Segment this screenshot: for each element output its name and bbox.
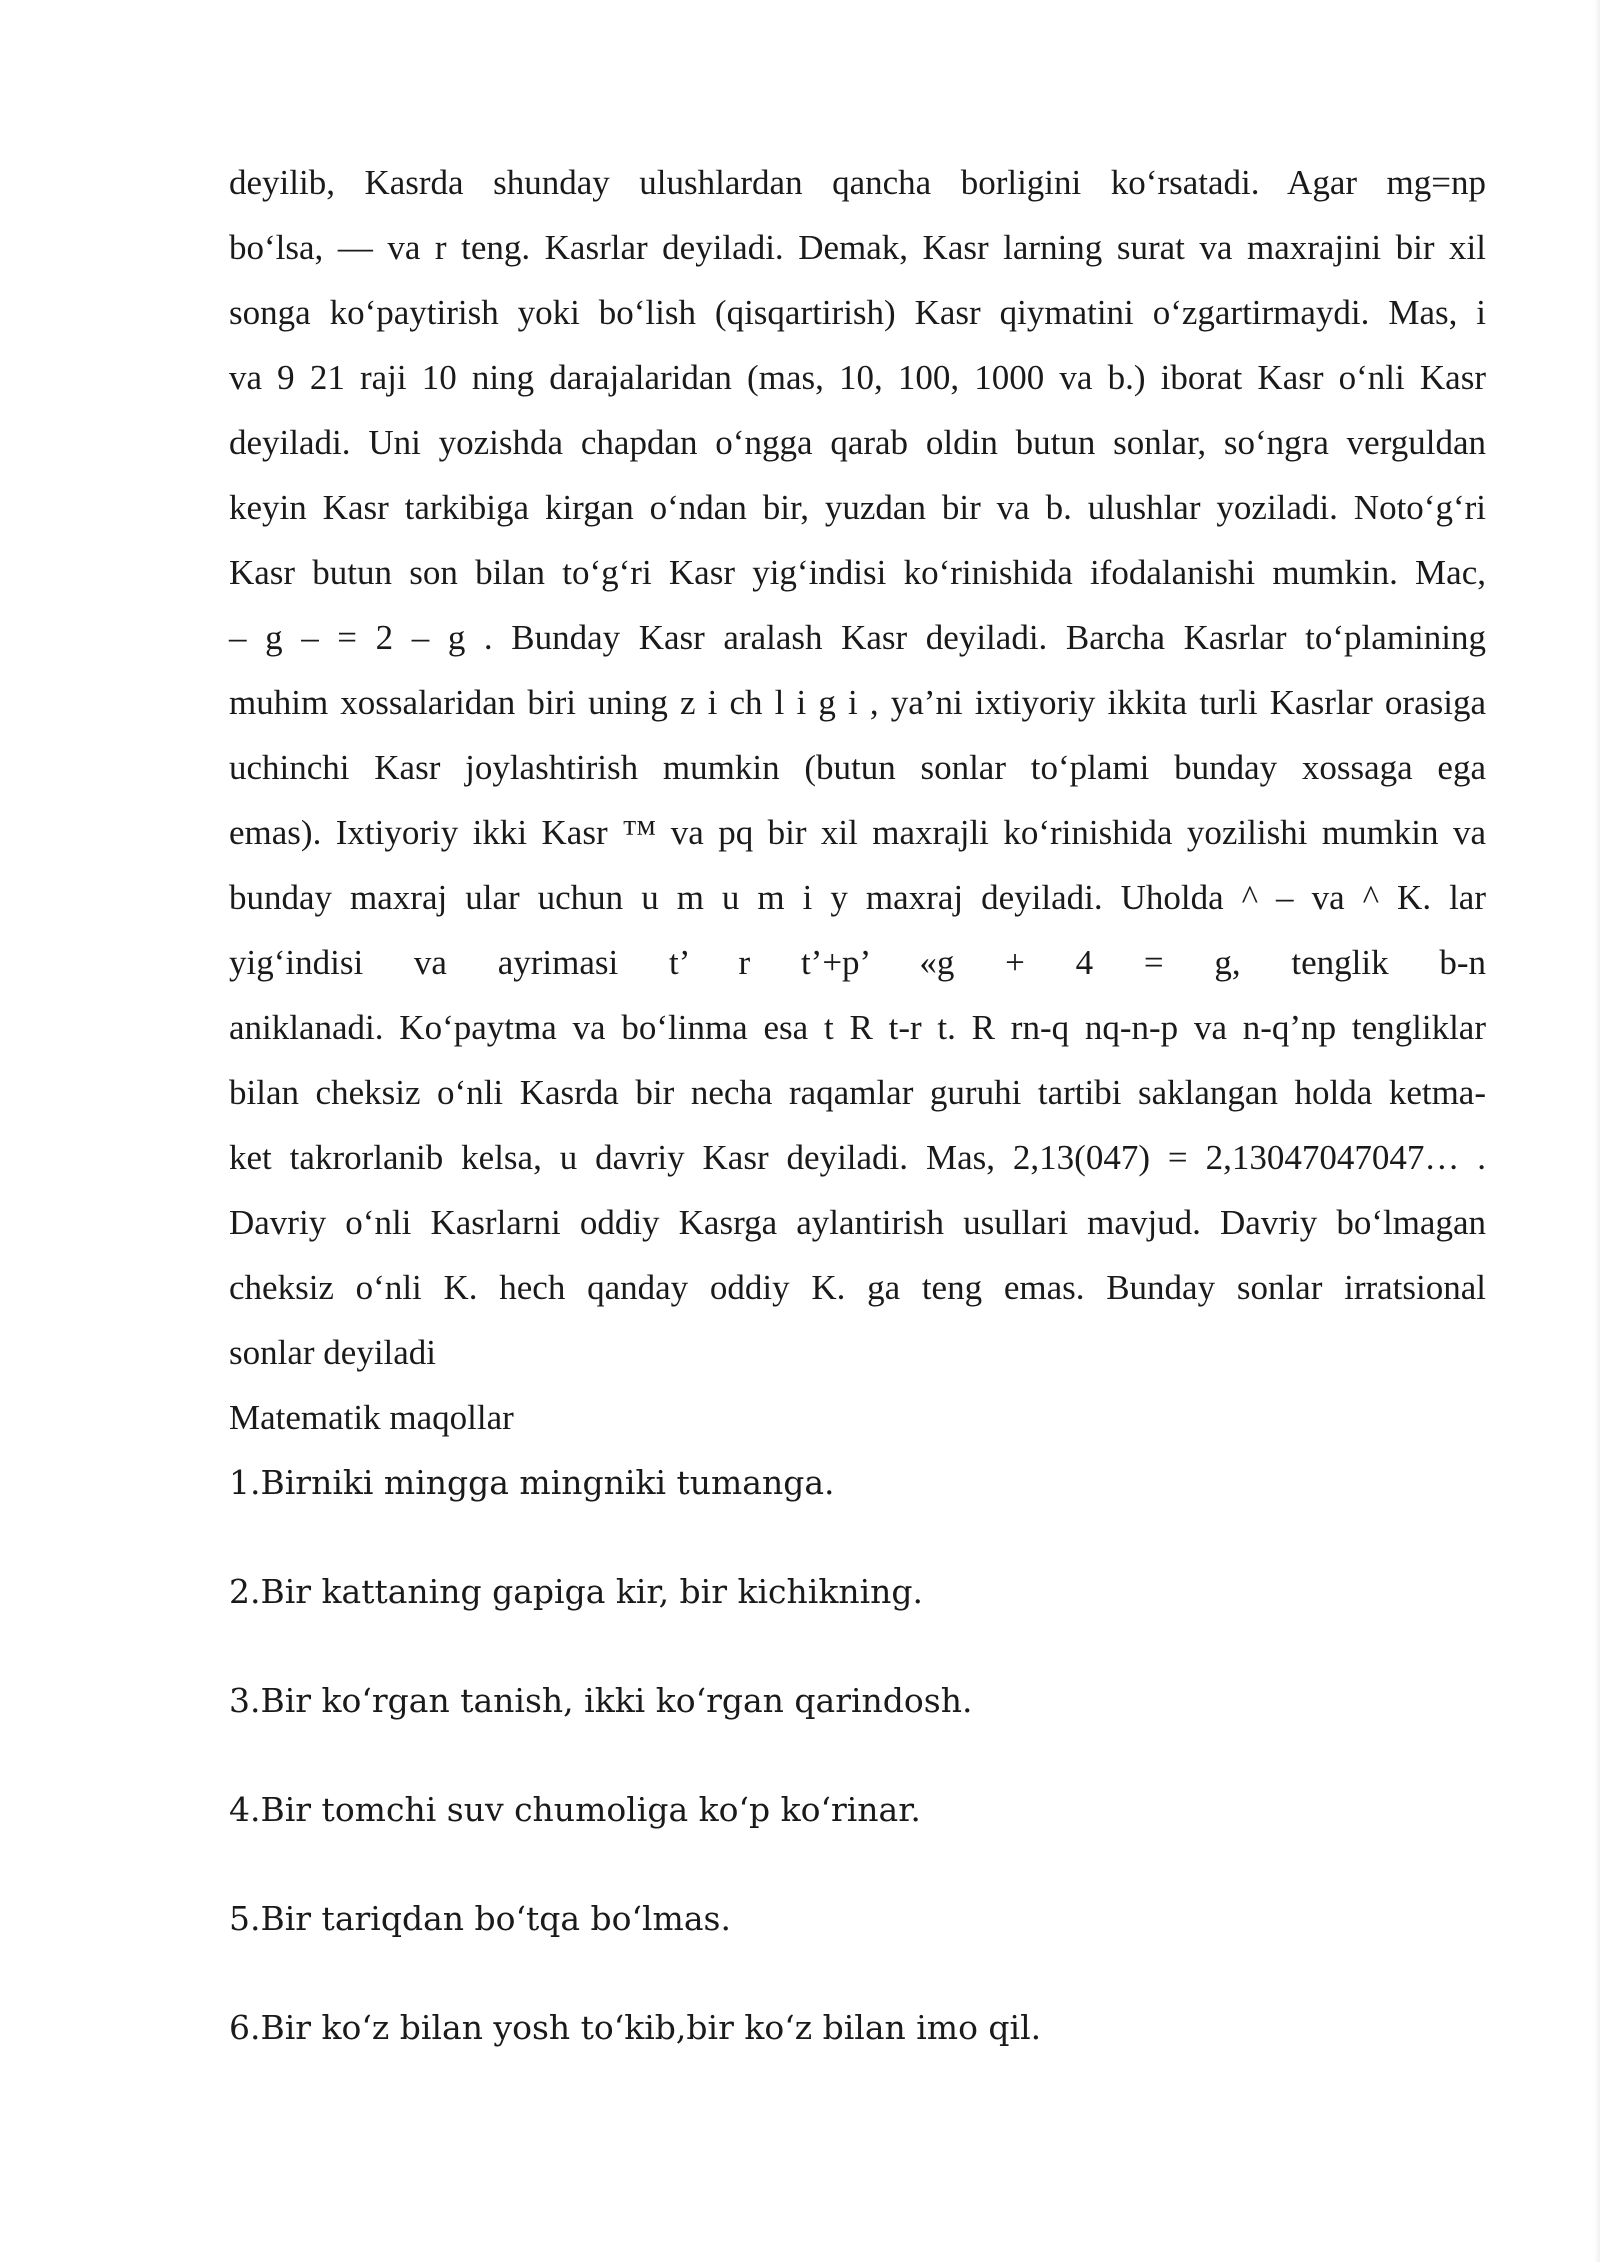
document-page <box>229 150 1486 2104</box>
paragraph-line: uchinchi Kasr joylashtirish mumkin (butun sonlar to‘plami bunday xossaga ega <box>229 748 1486 787</box>
proverb-item: 5.Bir tariqdan bo‘tqa bo‘lmas. <box>229 1899 731 1938</box>
paragraph-line: songa ko‘paytirish yoki bo‘lish (qisqartirish) Kasr qiymatini o‘zgartirmaydi. Mas, i <box>229 293 1486 332</box>
proverb-item: 1.Birniki mingga mingniki tumanga. <box>229 1463 835 1502</box>
paragraph-line: aniklanadi. Ko‘paytma va bo‘linma esa t R t-r t. R rn-q nq-n-p va n-q’np tengliklar <box>229 1008 1486 1047</box>
paragraph-line: muhim xossalaridan biri uning z i ch l i g i , ya’ni ixtiyoriy ikkita turli Kasrlar orasiga <box>229 683 1486 722</box>
paragraph-line: cheksiz o‘nli K. hech qanday oddiy K. ga teng emas. Bunday sonlar irratsional <box>229 1268 1486 1307</box>
paragraph-line: bo‘lsa, — va r teng. Kasrlar deyiladi. Demak, Kasr larning surat va maxrajini bir xil <box>229 228 1486 267</box>
proverbs-list <box>229 1450 1486 2104</box>
paragraph-line: – g – = 2 – g . Bunday Kasr aralash Kasr deyiladi. Barcha Kasrlar to‘plamining <box>229 618 1486 657</box>
paragraph-line: Kasr butun son bilan to‘g‘ri Kasr yig‘indisi ko‘rinishida ifodalanishi mumkin. Mac, <box>229 553 1486 592</box>
paragraph-line: va 9 21 raji 10 ning darajalaridan (mas, 10, 100, 1000 va b.) iborat Kasr o‘nli Kasr <box>229 358 1486 397</box>
page-edge-shadow <box>1594 0 1600 2262</box>
paragraph-line: Davriy o‘nli Kasrlarni oddiy Kasrga aylantirish usullari mavjud. Davriy bo‘lmagan <box>229 1203 1486 1242</box>
paragraph-line: sonlar deyiladi <box>229 1333 437 1372</box>
paragraph-line: bunday maxraj ular uchun u m u m i y maxraj deyiladi. Uholda ^ – va ^ K. lar <box>229 878 1486 917</box>
paragraph-line: bilan cheksiz o‘nli Kasrda bir necha raqamlar guruhi tartibi saklangan holda ketma- <box>229 1073 1486 1112</box>
paragraph-line: yig‘indisi va ayrimasi t’ r t’+p’ «g + 4 = g, tenglik b-n <box>229 943 1486 982</box>
paragraph-line: deyilib, Kasrda shunday ulushlardan qancha borligini ko‘rsatadi. Agar mg=np <box>229 163 1486 202</box>
proverb-item: 2.Bir kattaning gapiga kir, bir kichikning. <box>229 1572 923 1611</box>
paragraph-line: emas). Ixtiyoriy ikki Kasr ™ va pq bir xil maxrajli ko‘rinishida yozilishi mumkin va <box>229 813 1486 852</box>
proverb-item: 4.Bir tomchi suv chumoliga ko‘p ko‘rinar. <box>229 1790 921 1829</box>
paragraph-line: keyin Kasr tarkibiga kirgan o‘ndan bir, yuzdan bir va b. ulushlar yoziladi. Noto‘g‘ri <box>229 488 1486 527</box>
body-paragraph <box>229 150 1486 1385</box>
paragraph-line: ket takrorlanib kelsa, u davriy Kasr deyiladi. Mas, 2,13(047) = 2,13047047047… . <box>229 1138 1486 1177</box>
section-heading: Matematik maqollar <box>229 1398 514 1437</box>
proverb-item: 6.Bir ko‘z bilan yosh to‘kib,bir ko‘z bilan imo qil. <box>229 2008 1042 2047</box>
paragraph-line: deyiladi. Uni yozishda chapdan o‘ngga qarab oldin butun sonlar, so‘ngra verguldan <box>229 423 1486 462</box>
proverb-item: 3.Bir ko‘rgan tanish, ikki ko‘rgan qarindosh. <box>229 1681 973 1720</box>
